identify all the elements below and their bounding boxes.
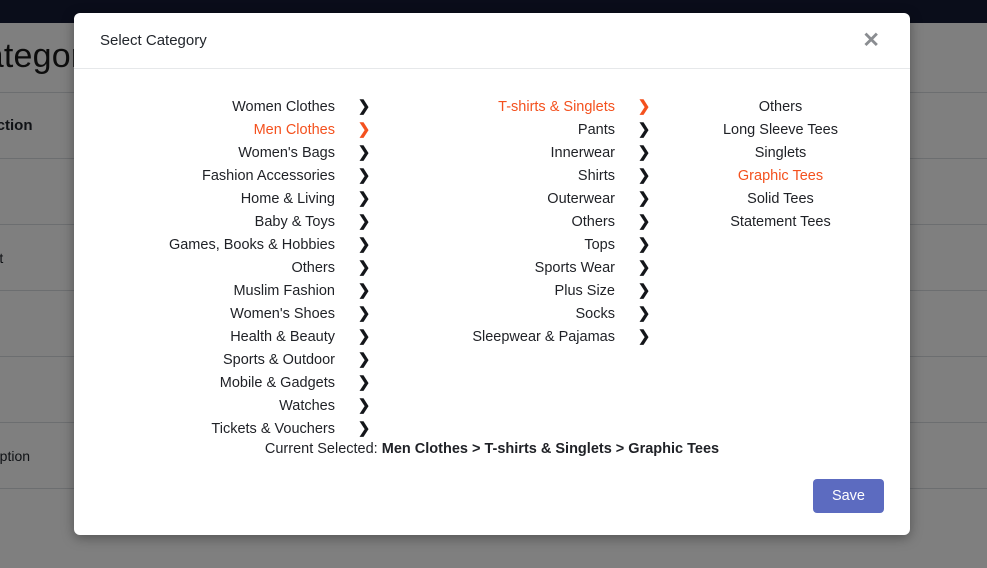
chevron-right-icon: ❯	[637, 305, 651, 322]
category-item[interactable]	[651, 187, 910, 210]
chevron-right-icon: ❯	[357, 213, 371, 230]
category-item[interactable]	[371, 118, 651, 141]
close-icon[interactable]: ✕	[858, 28, 884, 53]
current-selected-path: Men Clothes > T-shirts & Singlets > Graphic Tees	[381, 441, 720, 457]
chevron-right-icon: ❯	[637, 167, 651, 184]
category-item[interactable]	[74, 325, 371, 348]
category-item-label: Women's Bags	[238, 144, 335, 161]
category-item[interactable]	[74, 95, 371, 118]
chevron-right-icon: ❯	[357, 374, 371, 391]
category-item-label: Pants	[577, 121, 615, 138]
chevron-right-icon: ❯	[357, 420, 371, 437]
category-item[interactable]	[371, 141, 651, 164]
category-item-label: Watches	[279, 397, 335, 414]
chevron-right-icon: ❯	[357, 98, 371, 115]
category-item-label: Solid Tees	[747, 190, 814, 207]
category-item-label: Singlets	[754, 144, 807, 161]
category-item-label: Graphic Tees	[737, 167, 824, 184]
category-item[interactable]	[371, 256, 651, 279]
category-item-label: Tops	[584, 236, 615, 253]
category-item-label: Tickets & Vouchers	[211, 420, 335, 437]
category-item-label: Mobile & Gadgets	[219, 374, 335, 391]
chevron-right-icon: ❯	[357, 236, 371, 253]
modal-header	[74, 13, 910, 69]
save-row	[74, 463, 910, 535]
category-item-label: Fashion Accessories	[202, 167, 335, 184]
chevron-right-icon: ❯	[637, 144, 651, 161]
category-item[interactable]	[371, 302, 651, 325]
category-item[interactable]	[371, 210, 651, 233]
category-item[interactable]	[74, 164, 371, 187]
category-item-label: Sleepwear & Pajamas	[472, 328, 615, 345]
chevron-right-icon: ❯	[637, 213, 651, 230]
chevron-right-icon: ❯	[357, 305, 371, 322]
category-item[interactable]	[651, 118, 910, 141]
category-item[interactable]	[651, 141, 910, 164]
chevron-right-icon: ❯	[637, 98, 651, 115]
select-category-modal	[74, 13, 910, 535]
category-item[interactable]	[651, 164, 910, 187]
current-selected-label: Current Selected:	[264, 441, 382, 457]
chevron-right-icon: ❯	[637, 282, 651, 299]
category-item[interactable]	[371, 95, 651, 118]
category-item[interactable]	[371, 164, 651, 187]
category-item[interactable]	[74, 256, 371, 279]
category-item[interactable]	[371, 187, 651, 210]
category-item-label: Women Clothes	[232, 98, 335, 115]
category-item[interactable]	[74, 371, 371, 394]
category-item-label: Innerwear	[550, 144, 615, 161]
category-item[interactable]	[74, 141, 371, 164]
category-item[interactable]	[74, 279, 371, 302]
category-item-label: Muslim Fashion	[233, 282, 335, 299]
category-item[interactable]	[74, 210, 371, 233]
category-item[interactable]	[74, 118, 371, 141]
category-item[interactable]	[74, 417, 371, 440]
category-column-level-2	[371, 95, 651, 348]
category-item-label: Plus Size	[554, 282, 615, 299]
category-item[interactable]	[74, 348, 371, 371]
category-item-label: T-shirts & Singlets	[498, 98, 615, 115]
chevron-right-icon: ❯	[637, 190, 651, 207]
chevron-right-icon: ❯	[357, 397, 371, 414]
modal-footer	[74, 441, 910, 535]
current-selected-text	[74, 441, 910, 463]
category-item-label: Outerwear	[547, 190, 615, 207]
chevron-right-icon: ❯	[357, 121, 371, 138]
category-column-level-1	[74, 95, 371, 440]
chevron-right-icon: ❯	[357, 144, 371, 161]
chevron-right-icon: ❯	[357, 328, 371, 345]
category-item-label: Others	[758, 98, 803, 115]
chevron-right-icon: ❯	[637, 121, 651, 138]
save-button[interactable]: Save	[813, 479, 884, 513]
category-item-label: Sports Wear	[534, 259, 615, 276]
category-item-label: Shirts	[577, 167, 615, 184]
category-item-label: Others	[571, 213, 615, 230]
chevron-right-icon: ❯	[637, 328, 651, 345]
category-item-label: Women's Shoes	[230, 305, 335, 322]
category-item[interactable]	[371, 279, 651, 302]
chevron-right-icon: ❯	[637, 259, 651, 276]
category-item[interactable]	[74, 302, 371, 325]
category-columns	[74, 95, 910, 440]
category-item[interactable]	[74, 394, 371, 417]
modal-title: Select Category	[100, 32, 207, 49]
category-item-label: Men Clothes	[253, 121, 335, 138]
category-item[interactable]	[371, 325, 651, 348]
category-column-level-3	[651, 95, 910, 233]
category-item-label: Home & Living	[240, 190, 335, 207]
category-item-label: Baby & Toys	[254, 213, 335, 230]
category-item-label: Statement Tees	[730, 213, 831, 230]
chevron-right-icon: ❯	[637, 236, 651, 253]
category-item-label: Health & Beauty	[230, 328, 335, 345]
chevron-right-icon: ❯	[357, 259, 371, 276]
chevron-right-icon: ❯	[357, 167, 371, 184]
category-item[interactable]	[74, 187, 371, 210]
category-item-label: Others	[291, 259, 335, 276]
chevron-right-icon: ❯	[357, 282, 371, 299]
chevron-right-icon: ❯	[357, 190, 371, 207]
category-item[interactable]	[651, 95, 910, 118]
chevron-right-icon: ❯	[357, 351, 371, 368]
category-item-label: Socks	[575, 305, 615, 322]
category-item[interactable]	[74, 233, 371, 256]
category-item-label: Long Sleeve Tees	[722, 121, 839, 138]
category-item[interactable]	[651, 210, 910, 233]
category-item-label: Sports & Outdoor	[222, 351, 335, 368]
category-item[interactable]	[371, 233, 651, 256]
category-item-label: Games, Books & Hobbies	[168, 236, 335, 253]
modal-body	[74, 69, 910, 535]
